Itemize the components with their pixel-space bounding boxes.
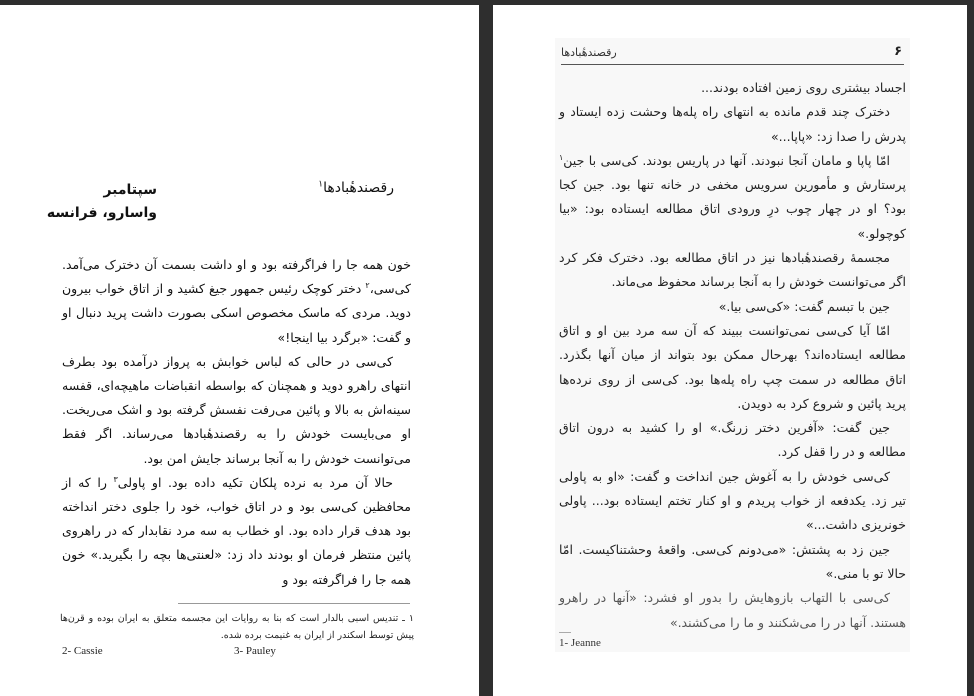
book-page-right — [493, 5, 967, 696]
body-text — [559, 76, 906, 635]
paragraph-text: جین با تبسم گفت: «کی‌سی بیا.» — [718, 298, 890, 314]
page-number: ۶ — [894, 44, 902, 59]
paragraph-text: کی‌سی با التهاب بازوهایش را بدور او فشرد: «آنها در راهرو هستند. آنها در را می‌شکنند و ما را می‌کشند.» — [559, 590, 906, 630]
paragraph — [62, 253, 411, 350]
viewer-right-edge — [967, 0, 974, 696]
footnote-ref: ۱ — [318, 179, 324, 190]
body-text — [62, 253, 411, 592]
paragraph — [559, 76, 906, 100]
scanned-page — [555, 38, 910, 652]
paragraph-text: را که از محافظین کی‌سی بود و در اتاق خواب، خود را جلوی دختر انداخته بود هدف قرار داده بود. او خطاب به سه مرد نقابدار که در راهروی پائین منتظر فرمان او بودند داد زد: «لعنتی‌ها بچه را بگیرید.» خون همه جا را فراگرفته بود و — [62, 474, 411, 587]
footnote-ref: ۱ — [559, 152, 564, 162]
paragraph — [559, 538, 906, 587]
paragraph — [559, 295, 906, 319]
paragraph-text: مجسمهٔ رقصندهٔبادها نیز در اتاق مطالعه بود. دخترک فکر کرد اگر می‌توانست خودش را به آنجا برساند محفوظ می‌ماند. — [559, 250, 906, 290]
footnote-rule — [178, 603, 410, 604]
paragraph-text: جین گفت: «آفرین دختر زرنگ.» او را کشید به درون اتاق مطالعه و در را قفل کرد. — [559, 420, 906, 460]
paragraph — [62, 471, 411, 592]
paragraph-text: کی‌سی خودش را به آغوش جین انداخت و گفت: «او به پاولی تیر زد. یکدفعه از خواب پریدم و او کنار تختم ایستاده بود... پاولی خونریزی داشت...» — [559, 468, 906, 533]
paragraph-text: دختر کوچک رئیس جمهور جیغ کشید و از اتاق خواب بیرون دوید. مردی که ماسک مخصوص اسکی بصورت داشت پرید دنبال او و گفت: «برگرد بیا اینجا!» — [62, 281, 411, 345]
paragraph-text: جین زد به پشتش: «می‌دونم کی‌سی. واقعهٔ وحشتناکیست. امّا حالا تو با منی.» — [559, 541, 906, 581]
paragraph — [559, 465, 906, 538]
paragraph — [559, 416, 906, 465]
footnote-ref: ۲ — [365, 281, 370, 291]
paragraph-text: امّا پاپا و مامان آنجا نبودند. آنها در پاریس بودند. کی‌سی با جین — [563, 152, 890, 168]
paragraph — [559, 586, 906, 635]
page-divider — [479, 5, 493, 696]
paragraph — [559, 100, 906, 149]
footnote-3: 3- Pauley — [234, 645, 276, 657]
dateline — [0, 179, 157, 225]
paragraph — [559, 319, 906, 416]
paragraph-text: حالا آن مرد به نرده پلکان تکیه داده بود. او پاولی — [117, 474, 393, 490]
footnote-ref: ۳ — [113, 474, 118, 484]
footnote-rule — [559, 632, 571, 633]
paragraph — [559, 246, 906, 295]
dateline-month: سپتامبر — [103, 182, 157, 198]
paragraph-text: خون همه جا را فراگرفته بود و او داشت بسمت آن دخترک می‌آمد. کی‌سی، — [62, 257, 411, 297]
paragraph-text: اجساد بیشتری روی زمین افتاده بودند... — [701, 80, 906, 95]
chapter-title-text: رقصندهٔبادها — [323, 180, 394, 196]
dateline-place: واسارو، فرانسه — [46, 205, 157, 221]
paragraph-text: امّا آیا کی‌سی نمی‌توانست ببیند که آن سه مرد بین او و اتاق مطالعه ایستاده‌اند؟ بهرحال ممکن بود بتواند از میان آنها بگذرد. اتاق مطالعه در سمت چپ راه پله‌ها بود. کی‌سی از روی نرده‌ها پرید پائین و شروع کرد به دویدن. — [559, 322, 906, 411]
running-head — [561, 46, 904, 65]
paragraph-text: دخترک چند قدم مانده به انتهای راه پله‌ها وحشت زده ایستاد و پدرش را صدا زد: «پاپا...» — [559, 104, 906, 144]
running-head-title: رقصندهٔبادها — [561, 46, 617, 59]
footnote-2: 2- Cassie — [62, 645, 103, 657]
footnote-1: ۱ ـ تندیس اسبی بالدار است که بنا به روایات این مجسمه متعلق به ایران بوده و قرن‌ها پیش توسط اسکندر از ایران به غنیمت برده شده. — [60, 613, 414, 641]
paragraph — [559, 149, 906, 246]
book-page-left — [0, 5, 479, 696]
chapter-title — [318, 180, 394, 196]
paragraph — [62, 350, 411, 471]
paragraph-text: پرستارش و مأمورین سرویس مخفی در خانه تنها بود. جین کجا بود؟ او در چهار چوب درِ ورودی اتاق مطالعه ایستاده بود: «بیا کوچولو.» — [559, 177, 906, 241]
footnote-1: 1- Jeanne — [559, 637, 601, 649]
paragraph-text: کی‌سی در حالی که لباس خوابش به پرواز درآمده بود بطرف انتهای راهرو دوید و همچنان که بواسطه انقباضات ماهیچه‌ای، قفسه سینه‌اش به بالا و پائین می‌رفت نفسش گرفته بود و اشک می‌ریخت. او می‌بایست خودش را به رقصندهٔبادها می‌رساند. اگر فقط می‌توانست خودش را به آنجا برساند جایش امن بود. — [62, 353, 411, 466]
